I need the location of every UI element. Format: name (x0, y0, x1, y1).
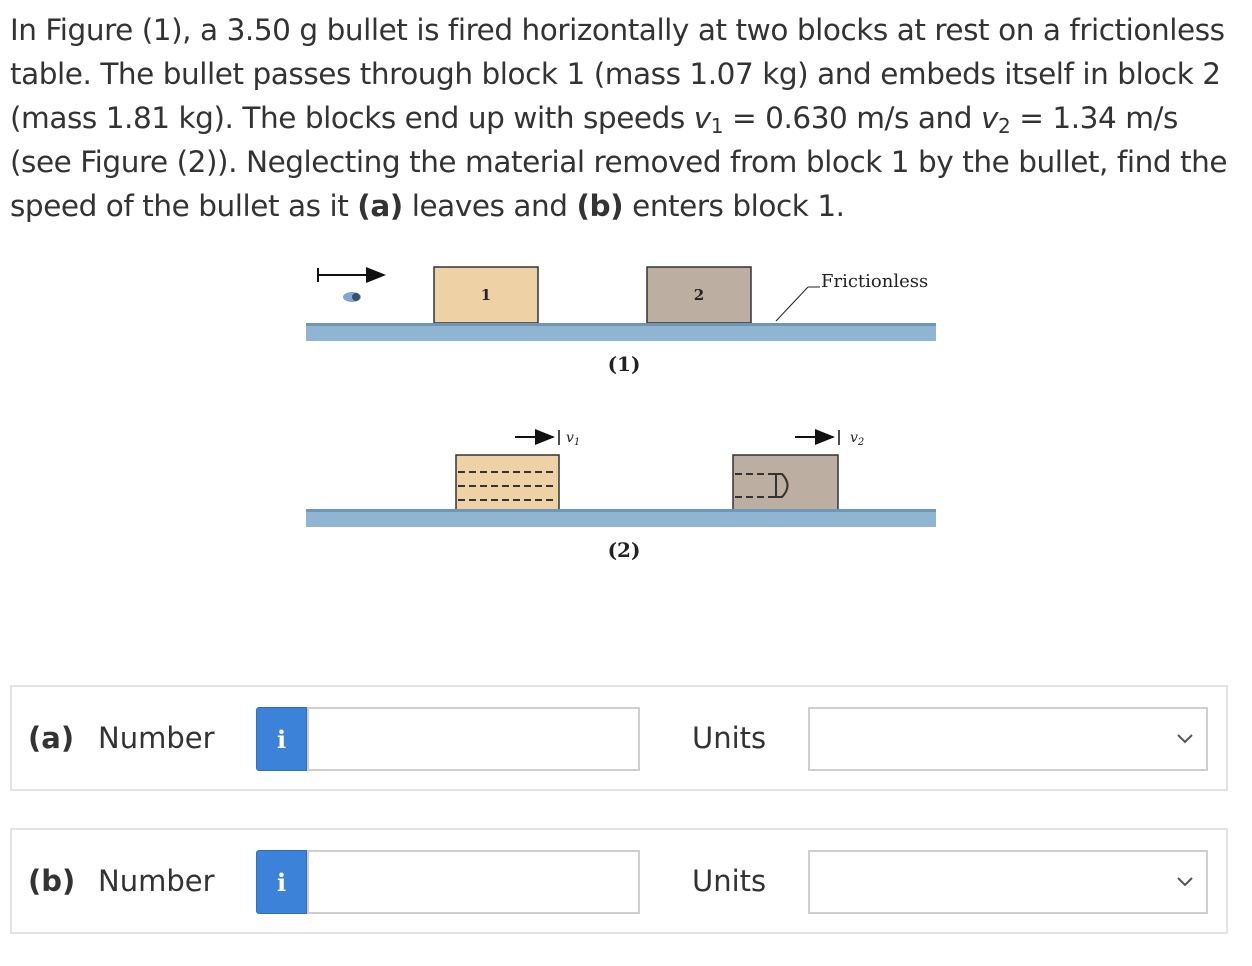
number-input-a[interactable] (307, 707, 640, 771)
units-label-b: Units (692, 864, 767, 898)
number-label-b: Number (98, 864, 215, 898)
info-icon: i (276, 724, 287, 754)
v2-label: $v_2$ (850, 430, 865, 448)
info-button-b[interactable] (256, 850, 307, 914)
answer-row-a (10, 685, 1228, 791)
figure-1-caption: (1) (607, 352, 641, 376)
part-a-label: (a) (28, 721, 75, 755)
answer-row-b (10, 828, 1228, 934)
v1-label: $v_1$ (566, 430, 581, 448)
block-2-label: 2 (693, 286, 705, 304)
figure-2-caption: (2) (607, 538, 641, 562)
chevron-down-icon (1176, 872, 1194, 890)
block-1-moving (456, 455, 559, 510)
figure-2 (306, 430, 936, 562)
number-label-a: Number (98, 721, 215, 755)
part-b-label: (b) (28, 864, 76, 898)
number-input-b[interactable] (307, 850, 640, 914)
units-select-b[interactable] (808, 850, 1208, 914)
units-label-a: Units (692, 721, 767, 755)
info-icon: i (276, 867, 287, 897)
figure-1 (306, 267, 936, 376)
frictionless-leader-line (776, 287, 808, 321)
units-select-a[interactable] (808, 707, 1208, 771)
frictionless-label: Frictionless (821, 271, 929, 292)
question-text: In Figure (1), a 3.50 g bullet is fired horizontally at two blocks at rest on a frictionless table. The bullet passes through block 1 (mass 1.07 kg) and embeds itself in block 2 (mass 1.81 kg). The blocks end up with speeds $v_1 = 0.630$ m/s and $v_2 = 1.34$ m/s (see Figure (2)). Neglecting the material removed from block 1 by the bullet, find the speed of the bullet as it (a) leaves and (b) enters block 1. (10, 13, 1228, 223)
chevron-down-icon (1176, 729, 1194, 747)
block-2-moving (733, 455, 838, 510)
info-button-a[interactable] (256, 707, 307, 771)
block-1-label: 1 (480, 286, 492, 304)
